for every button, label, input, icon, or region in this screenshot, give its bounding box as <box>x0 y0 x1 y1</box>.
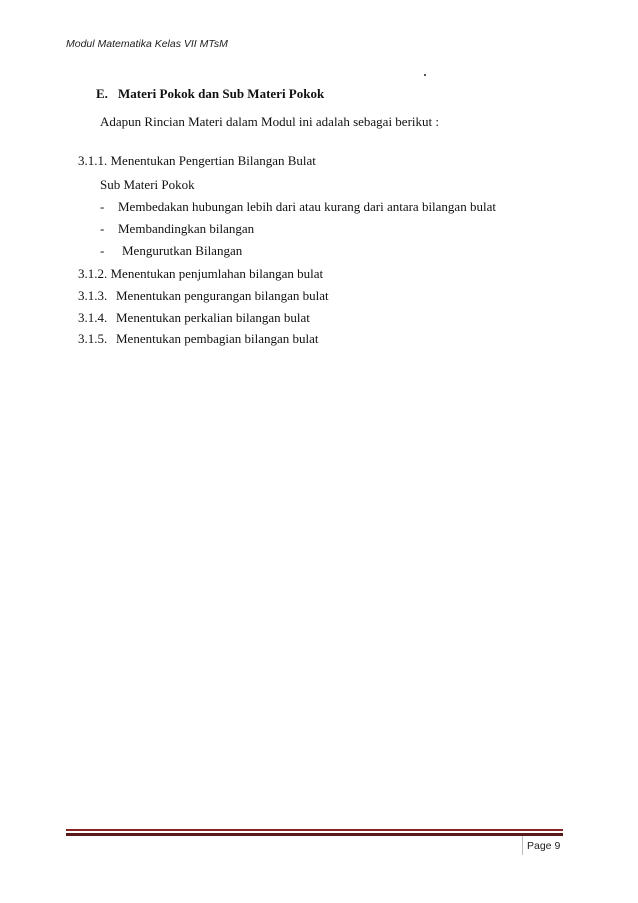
bullet-text: Membandingkan bilangan <box>118 221 255 236</box>
page-header: Modul Matematika Kelas VII MTsM <box>66 38 228 50</box>
intro-text: Adapun Rincian Materi dalam Modul ini adalah sebagai berikut : <box>100 114 439 129</box>
section-letter: E. <box>96 86 108 101</box>
item-3-1-1: 3.1.1. Menentukan Pengertian Bilangan Bulat <box>78 153 316 168</box>
item-text: Menentukan perkalian bilangan bulat <box>116 310 310 325</box>
numbered-item <box>78 288 329 304</box>
sub-materi-title: Sub Materi Pokok <box>100 177 195 192</box>
footer-rule-thick <box>66 833 563 836</box>
bullet-item <box>100 243 242 259</box>
bullet-text: Membedakan hubungan lebih dari atau kurang dari antara bilangan bulat <box>118 199 496 214</box>
numbered-item <box>78 310 310 326</box>
item-3-1-2: 3.1.2. Menentukan penjumlahan bilangan bulat <box>78 266 324 281</box>
footer-rule-thin <box>66 829 563 831</box>
item-number: 3.1.4. <box>78 310 108 325</box>
item-number: 3.1.5. <box>78 331 108 346</box>
stray-dot <box>424 74 426 76</box>
numbered-item <box>78 331 319 347</box>
item-number: 3.1.3. <box>78 288 108 303</box>
bullet-dash: - <box>100 243 105 258</box>
item-text: Menentukan pengurangan bilangan bulat <box>116 288 329 303</box>
section-heading <box>96 86 324 102</box>
bullet-item <box>100 221 254 237</box>
bullet-dash: - <box>100 199 105 214</box>
section-title: Materi Pokok dan Sub Materi Pokok <box>118 86 325 101</box>
bullet-dash: - <box>100 221 105 236</box>
page-number: Page 9 <box>527 840 561 852</box>
item-text: Menentukan pembagian bilangan bulat <box>116 331 319 346</box>
bullet-text: Mengurutkan Bilangan <box>122 243 243 258</box>
bullet-item <box>100 199 496 215</box>
